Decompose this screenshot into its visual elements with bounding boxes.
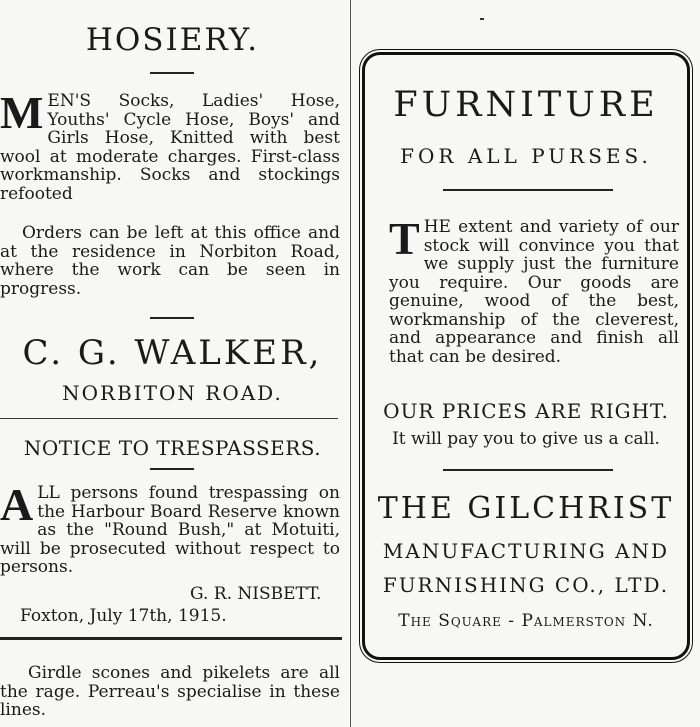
furniture-rule-bottom [443, 469, 613, 471]
girdle-text: Girdle scones and pikelets are all the rage. Perreau's specialise in these lines. [0, 663, 340, 720]
hosiery-ad-body [0, 87, 340, 204]
notice-heading: NOTICE TO TRESPASSERS. [23, 436, 322, 460]
print-speck [480, 18, 484, 20]
walker-address: NORBITON ROAD. [62, 381, 283, 405]
notice-body [0, 479, 340, 577]
hosiery-heading: HOSIERY. [85, 22, 260, 58]
notice-date: Foxton, July 17th, 1915. [20, 606, 227, 626]
company-address: The Square - Palmerston N. [398, 611, 654, 631]
notice-signature: G. R. NISBETT. [190, 584, 322, 604]
company-line-3: FURNISHING CO., LTD. [382, 573, 670, 597]
furniture-ad-box [362, 52, 690, 660]
company-line-2: MANUFACTURING AND [382, 539, 670, 563]
furniture-rule-top [443, 189, 613, 191]
bottom-divider [0, 637, 342, 640]
furniture-dropcap: T [389, 213, 420, 264]
orders-text: Orders can be left at this office and at the residence in Norbiton Road, where the work can be seen in progress. [0, 223, 340, 299]
company-name: THE GILCHRIST [377, 491, 675, 526]
walker-rule [150, 317, 194, 319]
purses-subheading: FOR ALL PURSES. [400, 144, 652, 168]
section-divider [0, 418, 338, 419]
hosiery-text: EN'S Socks, Ladies' Hose, Youths' Cycle Hose, Boys' and Girls Hose, Knitted with best wool at moderate charges. First-class workmanship. Socks and stockings refooted [0, 91, 340, 204]
notice-text: LL persons found trespassing on the Harbour Board Reserve known as the "Round Bush," at Motuiti, will be prosecuted without respect to persons. [0, 483, 340, 577]
column-divider [350, 0, 351, 727]
left-column [0, 0, 345, 727]
furniture-body [389, 213, 679, 367]
prices-line: OUR PRICES ARE RIGHT. [383, 399, 669, 423]
notice-dropcap: A [0, 479, 34, 530]
hosiery-rule [150, 72, 194, 74]
notice-rule [150, 468, 194, 470]
furniture-heading: FURNITURE [393, 85, 659, 125]
walker-name: C. G. WALKER, [22, 333, 323, 373]
furniture-text: HE extent and variety of our stock will convince you that we supply just the furniture you require. Our goods are genuine, wood of the best, workmanship of the cleverest, and appearance and finish all that can be desired. [389, 217, 679, 367]
pay-line: It will pay you to give us a call. [392, 429, 660, 449]
hosiery-dropcap: M [0, 87, 44, 138]
